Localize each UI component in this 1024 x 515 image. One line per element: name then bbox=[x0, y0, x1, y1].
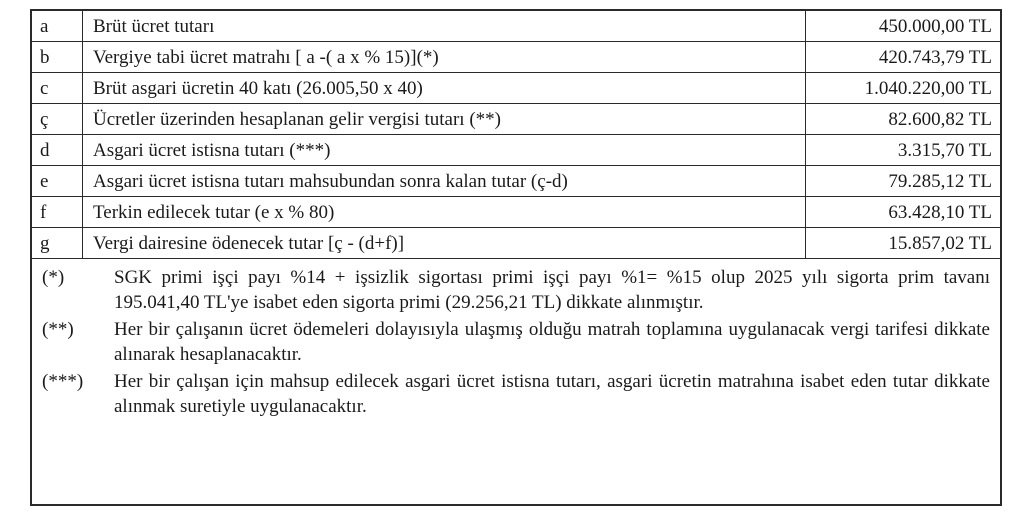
row-amount: 420.743,79 TL bbox=[806, 42, 1001, 73]
footnote-text: Her bir çalışanın ücret ödemeleri dolayısıyla ulaşmış olduğu matrah toplamına uygulanacak vergi tarifesi dikkate alınarak hesaplanacaktır. bbox=[114, 319, 990, 365]
footnote-mark: (*) bbox=[42, 267, 65, 288]
table-row bbox=[32, 197, 1000, 228]
row-code: e bbox=[32, 166, 83, 197]
row-amount: 15.857,02 TL bbox=[806, 228, 1001, 259]
row-amount: 450.000,00 TL bbox=[806, 11, 1001, 42]
table-row bbox=[32, 228, 1000, 259]
row-code: ç bbox=[32, 104, 83, 135]
row-amount: 63.428,10 TL bbox=[806, 197, 1001, 228]
footnotes bbox=[32, 259, 1000, 419]
row-code: d bbox=[32, 135, 83, 166]
table-row bbox=[32, 135, 1000, 166]
footnote-mark: (**) bbox=[42, 319, 74, 340]
row-label: Ücretler üzerinden hesaplanan gelir vergisi tutarı (**) bbox=[83, 104, 806, 135]
row-code: c bbox=[32, 73, 83, 104]
row-label: Vergi dairesine ödenecek tutar [ç - (d+f)] bbox=[83, 228, 806, 259]
tax-calculation-table bbox=[30, 9, 1002, 506]
row-label: Asgari ücret istisna tutarı mahsubundan sonra kalan tutar (ç-d) bbox=[83, 166, 806, 197]
row-amount: 3.315,70 TL bbox=[806, 135, 1001, 166]
table-row bbox=[32, 11, 1000, 42]
row-code: a bbox=[32, 11, 83, 42]
row-code: g bbox=[32, 228, 83, 259]
row-label: Terkin edilecek tutar (e x % 80) bbox=[83, 197, 806, 228]
footnote-text: Her bir çalışan için mahsup edilecek asgari ücret istisna tutarı, asgari ücretin matrahına isabet eden tutar dikkate alınmak suretiyle uygulanacaktır. bbox=[114, 371, 990, 417]
row-amount: 82.600,82 TL bbox=[806, 104, 1001, 135]
calculation-rows bbox=[32, 11, 1000, 259]
row-amount: 1.040.220,00 TL bbox=[806, 73, 1001, 104]
footnote-mark: (***) bbox=[42, 371, 84, 392]
table-row bbox=[32, 104, 1000, 135]
row-label: Vergiye tabi ücret matrahı [ a -( a x % 15)](*) bbox=[83, 42, 806, 73]
footnote bbox=[42, 317, 990, 367]
row-code: f bbox=[32, 197, 83, 228]
footnote bbox=[42, 265, 990, 315]
footnote bbox=[42, 369, 990, 419]
row-label: Asgari ücret istisna tutarı (***) bbox=[83, 135, 806, 166]
table-row bbox=[32, 42, 1000, 73]
footnote-text: SGK primi işçi payı %14 + işsizlik sigortası primi işçi payı %1= %15 olup 2025 yılı sigorta prim tavanı 195.041,40 TL'ye isabet eden sigorta primi (29.256,21 TL) dikkate alınmıştır. bbox=[114, 267, 990, 313]
row-amount: 79.285,12 TL bbox=[806, 166, 1001, 197]
table-row bbox=[32, 166, 1000, 197]
row-code: b bbox=[32, 42, 83, 73]
table-row bbox=[32, 73, 1000, 104]
row-label: Brüt ücret tutarı bbox=[83, 11, 806, 42]
row-label: Brüt asgari ücretin 40 katı (26.005,50 x 40) bbox=[83, 73, 806, 104]
